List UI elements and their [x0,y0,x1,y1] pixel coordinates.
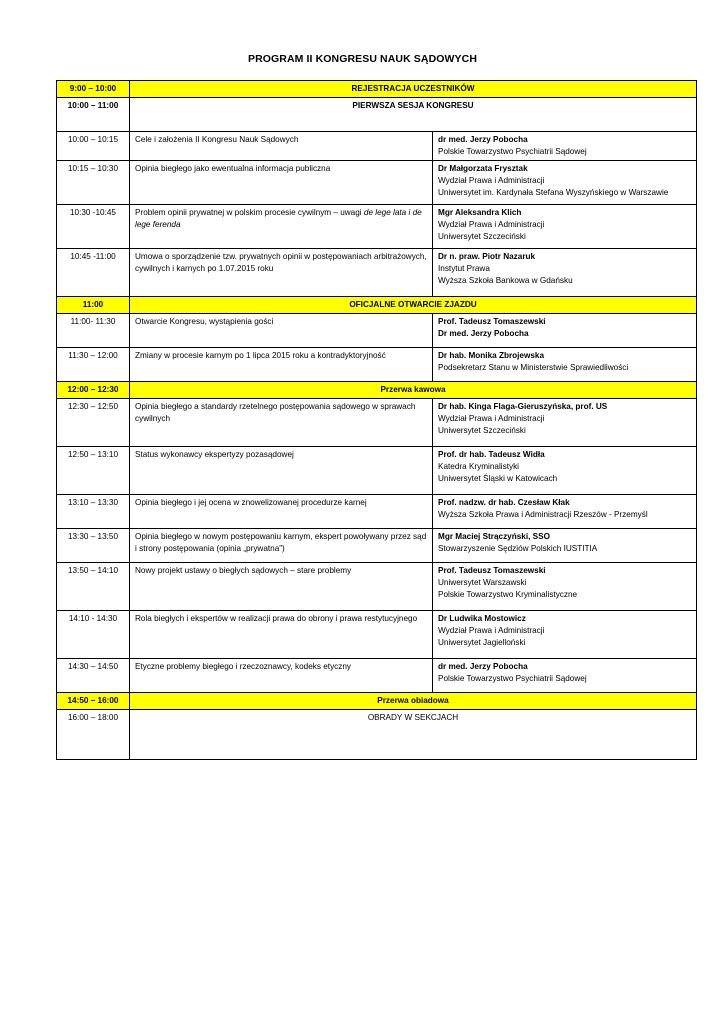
program-row [57,692,697,709]
speaker-affiliation: Katedra Kryminalistyki [438,461,519,471]
speaker-affiliation: Wydział Prawa i Administracji [438,175,545,185]
speaker-name: Prof. nadzw. dr hab. Czesław Kłak [438,497,570,507]
program-row [57,658,697,692]
speaker-cell [433,446,697,494]
topic-cell [130,610,433,658]
speaker-affiliation: Uniwersytet im. Kardynała Stefana Wyszyńskiego w Warszawie [438,187,669,197]
topic-text: Etyczne problemy biegłego i rzeczoznawcy, kodeks etyczny [135,661,352,671]
speaker-name: Prof. dr hab. Tadeusz Widła [438,449,545,459]
topic-text: Nowy projekt ustawy o biegłych sądowych – stare problemy [135,565,352,575]
speaker-affiliation: Uniwersytet Szczeciński [438,425,526,435]
time-cell: 10:00 – 10:15 [57,132,130,161]
program-row [57,528,697,562]
program-row [57,709,697,759]
topic-text: Zmiany w procesie karnym po 1 lipca 2015 roku a kontradyktoryjność [135,350,386,360]
speaker-cell [433,398,697,446]
speaker-cell [433,562,697,610]
speaker-cell [433,248,697,296]
topic-text: Rola biegłych i ekspertów w realizacji prawa do obrony i prawa restytucyjnego [135,613,418,623]
session-label: PIERWSZA SESJA KONGRESU [130,98,697,132]
time-cell: 10:00 – 11:00 [57,98,130,132]
time-cell: 13:50 – 14:10 [57,562,130,610]
speaker-affiliation: Wyższa Szkoła Bankowa w Gdańsku [438,275,573,285]
speaker-name: Dr med. Jerzy Pobocha [438,328,529,338]
time-cell: 12:50 – 13:10 [57,446,130,494]
program-row [57,98,697,132]
topic-text: Opinia biegłego w nowym postępowaniu karnym, ekspert powoływany przez sąd i strony postępowania (opinia „prywatna”) [135,531,427,553]
speaker-name: dr med. Jerzy Pobocha [438,661,528,671]
program-row [57,313,697,347]
speaker-name: Dr Małgorzata Frysztak [438,163,528,173]
topic-cell [130,204,433,248]
topic-cell [130,658,433,692]
speaker-affiliation: Polskie Towarzystwo Psychiatrii Sądowej [438,146,587,156]
topic-italic-text: de lege lata i de lege ferenda [135,207,422,229]
speaker-cell [433,160,697,204]
topic-cell [130,313,433,347]
time-cell: 11:00 [57,296,130,313]
break-label: Przerwa kawowa [130,381,697,398]
time-cell: 14:10 - 14:30 [57,610,130,658]
speaker-cell [433,204,697,248]
time-cell: 14:50 – 16:00 [57,692,130,709]
speaker-cell [433,313,697,347]
program-row [57,248,697,296]
program-row [57,132,697,161]
topic-text: Cele i założenia II Kongresu Nauk Sądowych [135,135,299,144]
program-row [57,160,697,204]
page-title: PROGRAM II KONGRESU NAUK SĄDOWYCH [247,53,478,65]
break-label: Przerwa obiadowa [130,692,697,709]
speaker-name: dr med. Jerzy Pobocha [438,135,528,144]
topic-cell [130,494,433,528]
program-row [57,81,697,98]
topic-text: Opinia biegłego jako ewentualna informacja publiczna [135,163,331,173]
speaker-affiliation: Wydział Prawa i Administracji [438,625,545,635]
topic-text: Opinia biegłego i jej ocena w znowelizowanej procedurze karnej [135,497,367,507]
speaker-cell [433,658,697,692]
speaker-affiliation: Wydział Prawa i Administracji [438,219,545,229]
topic-text: Problem opinii prywatnej w polskim procesie cywilnym – uwagi [135,207,364,217]
program-row [57,381,697,398]
program-table [56,80,697,760]
topic-cell [130,528,433,562]
speaker-cell [433,132,697,161]
speaker-cell [433,347,697,381]
topic-text: Status wykonawcy ekspertyzy pozasądowej [135,449,294,459]
program-row [57,562,697,610]
topic-cell [130,347,433,381]
speaker-affiliation: Instytut Prawa [438,263,490,273]
speaker-name: Prof. Tadeusz Tomaszewski [438,565,546,575]
break-label: OFICJALNE OTWARCIE ZJAZDU [130,296,697,313]
speaker-name: Mgr Aleksandra Klich [438,207,522,217]
speaker-cell [433,610,697,658]
speaker-cell [433,528,697,562]
program-row [57,296,697,313]
topic-text: Opinia biegłego a standardy rzetelnego postępowania sądowego w sprawach cywilnych [135,401,416,423]
speaker-affiliation: Polskie Towarzystwo Psychiatrii Sądowej [438,673,587,683]
speaker-affiliation: Uniwersytet Jagielloński [438,637,526,647]
topic-text: Otwarcie Kongresu, wystąpienia gości [135,316,274,326]
speaker-affiliation: Wydział Prawa i Administracji [438,413,545,423]
program-row [57,204,697,248]
time-cell: 11:00- 11:30 [57,313,130,347]
topic-cell [130,160,433,204]
program-row [57,494,697,528]
time-cell: 13:30 – 13:50 [57,528,130,562]
time-cell: 12:00 – 12:30 [57,381,130,398]
speaker-name: Dr Ludwika Mostowicz [438,613,526,623]
topic-cell [130,248,433,296]
topic-cell [130,398,433,446]
speaker-affiliation: Wyższa Szkoła Prawa i Administracji Rzeszów - Przemyśl [438,509,648,519]
topic-cell [130,446,433,494]
speaker-cell [433,494,697,528]
time-cell: 16:00 – 18:00 [57,709,130,759]
time-cell: 14:30 – 14:50 [57,658,130,692]
speaker-affiliation: Uniwersytet Śląski w Katowicach [438,473,558,483]
time-cell: 9:00 – 10:00 [57,81,130,98]
time-cell: 10:30 -10:45 [57,204,130,248]
session-label: OBRADY W SEKCJACH [130,709,697,759]
time-cell: 10:45 -11:00 [57,248,130,296]
program-row [57,610,697,658]
speaker-name: Dr hab. Kinga Flaga-Gieruszyńska, prof. US [438,401,608,411]
break-label: REJESTRACJA UCZESTNIKÓW [130,81,697,98]
program-row [57,446,697,494]
program-row [57,398,697,446]
speaker-name: Mgr Maciej Strączyński, SSO [438,531,550,541]
speaker-name: Dr hab. Monika Zbrojewska [438,350,545,360]
topic-text: Umowa o sporządzenie tzw. prywatnych opinii w postępowaniach arbitrażowych, cywilnych i karnych po 1.07.2015 roku [135,251,427,273]
time-cell: 13:10 – 13:30 [57,494,130,528]
time-cell: 12:30 – 12:50 [57,398,130,446]
speaker-affiliation: Uniwersytet Warszawski [438,577,527,587]
speaker-affiliation: Podsekretarz Stanu w Ministerstwie Sprawiedliwości [438,362,629,372]
program-row [57,347,697,381]
speaker-affiliation: Uniwersytet Szczeciński [438,231,526,241]
time-cell: 10:15 – 10:30 [57,160,130,204]
topic-cell [130,562,433,610]
topic-cell [130,132,433,161]
speaker-name: Dr n. praw. Piotr Nazaruk [438,251,536,261]
speaker-affiliation: Polskie Towarzystwo Kryminalistyczne [438,589,578,599]
speaker-affiliation: Stowarzyszenie Sędziów Polskich IUSTITIA [438,543,598,553]
speaker-name: Prof. Tadeusz Tomaszewski [438,316,546,326]
time-cell: 11:30 – 12:00 [57,347,130,381]
